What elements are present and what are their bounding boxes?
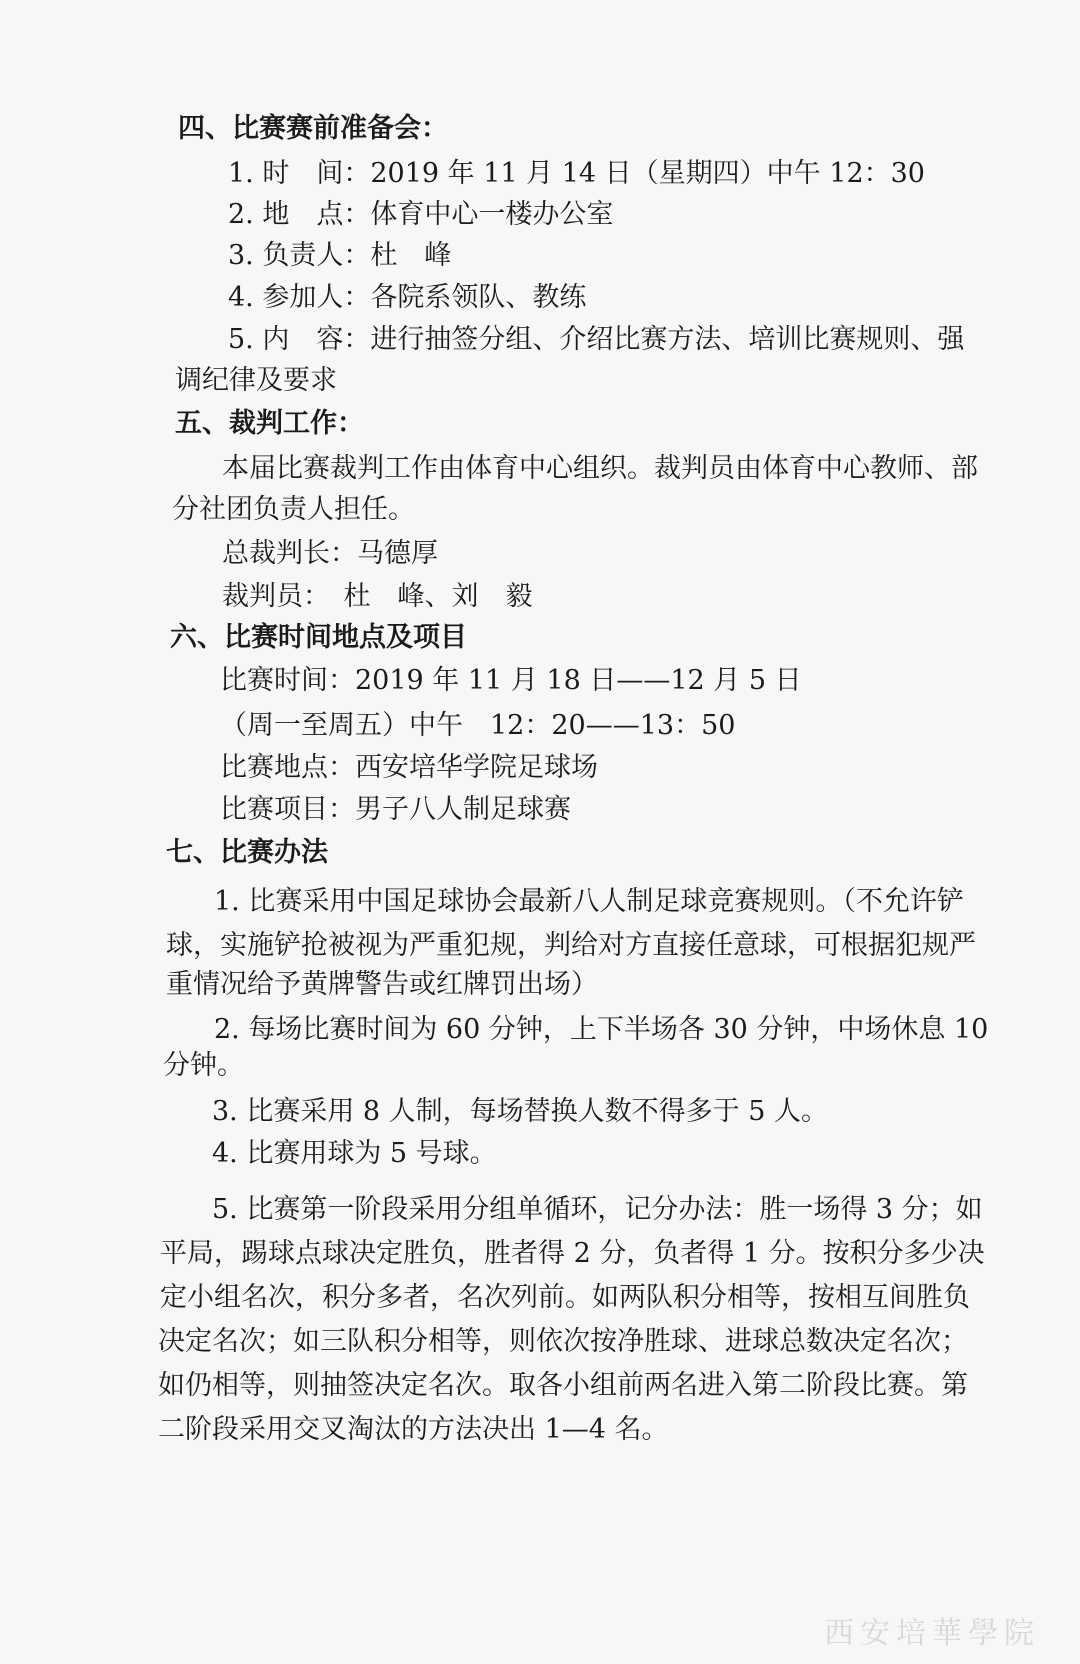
referee-paragraph-cont: 分社团负责人担任。 [172, 494, 415, 525]
chief-referee: 总裁判长：马德厚 [222, 538, 438, 569]
rule-5-line-5: 如仍相等，则抽签决定名次。取各小组前两名进入第二阶段比赛。第 [158, 1370, 968, 1401]
rule-1-line-3: 重情况给予黄牌警告或红牌罚出场） [166, 969, 598, 1000]
meeting-content-cont: 调纪律及要求 [175, 365, 337, 396]
meeting-content: 5. 内 容：进行抽签分组、介绍比赛方法、培训比赛规则、强 [228, 324, 965, 355]
rule-3: 3. 比赛采用 8 人制，每场替换人数不得多于 5 人。 [212, 1096, 829, 1127]
rule-2-line-1: 2. 每场比赛时间为 60 分钟，上下半场各 30 分钟，中场休息 10 [214, 1014, 989, 1045]
meeting-place: 2. 地 点：体育中心一楼办公室 [228, 199, 614, 230]
meeting-time: 1. 时 间：2019 年 11 月 14 日（星期四）中午 12：30 [228, 158, 925, 189]
watermark-logo: 西安培華學院 [824, 1616, 1040, 1651]
section-5-title: 五、裁判工作： [175, 408, 364, 439]
referees: 裁判员： 杜 峰、刘 毅 [222, 581, 533, 612]
match-event: 比赛项目：男子八人制足球赛 [220, 794, 571, 825]
section-6-title: 六、比赛时间地点及项目 [170, 622, 467, 653]
match-place: 比赛地点：西安培华学院足球场 [220, 752, 598, 783]
rule-5-line-4: 决定名次；如三队积分相等，则依次按净胜球、进球总数决定名次； [158, 1326, 968, 1357]
rule-1-line-1: 1. 比赛采用中国足球协会最新八人制足球竞赛规则。（不允许铲 [214, 886, 964, 917]
meeting-attendees: 4. 参加人：各院系领队、教练 [228, 282, 587, 313]
rule-5-line-2: 平局，踢球点球决定胜负，胜者得 2 分，负者得 1 分。按积分多少决 [160, 1238, 985, 1269]
meeting-leader: 3. 负责人：杜 峰 [228, 240, 452, 271]
rule-5-line-3: 定小组名次，积分多者，名次列前。如两队积分相等，按相互间胜负 [160, 1282, 970, 1313]
rule-2-line-2: 分钟。 [163, 1050, 244, 1081]
section-7-title: 七、比赛办法 [166, 837, 328, 868]
referee-paragraph: 本届比赛裁判工作由体育中心组织。裁判员由体育中心教师、部 [222, 453, 978, 484]
rule-1-line-2: 球，实施铲抢被视为严重犯规，判给对方直接任意球，可根据犯规严 [166, 930, 976, 961]
match-time-daily: （周一至周五）中午 12：20——13：50 [220, 710, 736, 741]
rule-4: 4. 比赛用球为 5 号球。 [212, 1138, 497, 1169]
section-4-title: 四、比赛赛前准备会： [178, 113, 448, 144]
rule-5-line-6: 二阶段采用交叉淘汰的方法决出 1—4 名。 [158, 1414, 669, 1445]
match-time: 比赛时间：2019 年 11 月 18 日——12 月 5 日 [220, 665, 802, 696]
rule-5-line-1: 5. 比赛第一阶段采用分组单循环，记分办法：胜一场得 3 分；如 [212, 1194, 983, 1225]
